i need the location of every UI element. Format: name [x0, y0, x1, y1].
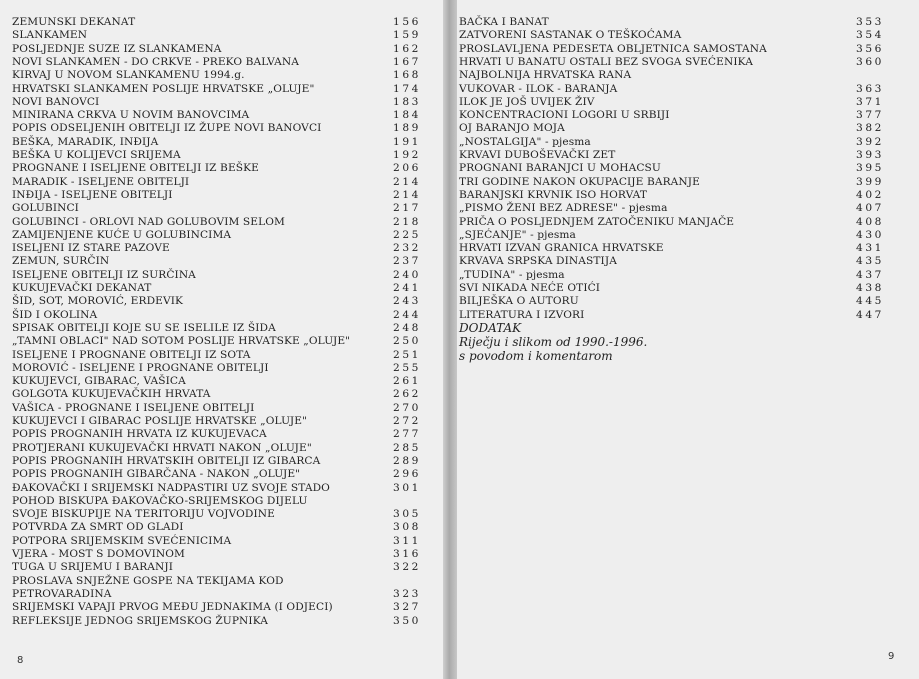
toc-entry-page-number: 445 — [856, 295, 885, 308]
toc-entry-title: BARANJSKI KRVNIK ISO HORVAT — [459, 188, 647, 201]
toc-entry-page-number: 261 — [393, 375, 422, 388]
toc-entry-title: HRVATI IZVAN GRANICA HRVATSKE — [459, 242, 664, 255]
toc-entry-title: ILOK JE JOŠ UVIJEK ŽIV — [459, 95, 595, 108]
toc-entry-title: „PISMO ŽENI BEZ ADRESE" - pjesma — [459, 202, 668, 215]
toc-entry-page-number: 237 — [393, 255, 422, 268]
toc-entry-title: „TUDINA" - pjesma — [459, 268, 565, 281]
toc-entry-title: BILJEŠKA O AUTORU — [459, 295, 579, 308]
toc-entry-title: HRVATSKI SLANKAMEN POSLIJE HRVATSKE „OLUJE" — [12, 82, 315, 95]
toc-entry-page-number: 353 — [856, 16, 885, 28]
toc-entry-title: POTVRDA ZA SMRT OD GLADI — [12, 521, 184, 534]
toc-entry-title: PROGNANI BARANJCI U MOHACSU — [459, 162, 661, 175]
toc-entry-title: ISELJENI IZ STARE PAZOVE — [12, 242, 170, 255]
toc-entry-title: VUKOVAR - ILOK - BARANJA — [459, 82, 618, 95]
toc-entry-page-number: 167 — [393, 55, 422, 68]
toc-entry-title: LITERATURA I IZVORI — [459, 308, 585, 321]
toc-entry-title: GOLUBINCI — [12, 202, 79, 215]
toc-entry-title: KONCENTRACIONI LOGORI U SRBIJI — [459, 109, 670, 122]
toc-entry-title: POHOD BISKUPA ĐAKOVAČKO-SRIJEMSKOG DIJELU — [12, 494, 308, 507]
toc-entry-title: NOVI SLANKAMEN - DO CRKVE - PREKO BALVANA — [12, 55, 300, 68]
toc-entry-title: ISELJENE I PROGNANE OBITELJI IZ SOTA — [12, 348, 251, 361]
toc-entry-page-number: 350 — [393, 614, 422, 627]
toc-entry-page-number: 296 — [393, 468, 422, 481]
toc-entry-page-number: 435 — [856, 255, 885, 268]
toc-entry-page-number: 191 — [393, 135, 422, 148]
toc-entry-page-number: 174 — [393, 82, 422, 95]
left-page-number: 8 — [17, 655, 24, 666]
toc-entry-page-number: 289 — [393, 454, 422, 467]
toc-entry-page-number: 323 — [393, 587, 422, 600]
toc-entry-page-number: 371 — [856, 95, 885, 108]
book-gutter — [443, 0, 457, 679]
toc-entry-page-number: 393 — [856, 149, 885, 161]
toc-entry-page-number: 430 — [856, 228, 885, 241]
toc-entry-title: SPISAK OBITELJI KOJE SU SE ISELILE IZ ŠIDA — [12, 321, 276, 334]
toc-entry-page-number: 244 — [393, 308, 422, 321]
toc-entry-page-number: 431 — [856, 242, 885, 255]
toc-entry-title: BAČKA I BANAT — [459, 16, 549, 28]
toc-entry-page-number: 360 — [856, 55, 885, 68]
toc-entry-page-number: 356 — [856, 42, 885, 55]
toc-entry-title: ĐAKOVAČKI I SRIJEMSKI NADPASTIRI UZ SVOJE STADO — [12, 481, 330, 494]
toc-entry-page-number: 382 — [856, 122, 885, 135]
toc-entry-title: TUGA U SRIJEMU I BARANJI — [12, 561, 174, 574]
toc-entry-title: HRVATI U BANATU OSTALI BEZ SVOGA SVEĆENIKA — [459, 55, 753, 68]
toc-entry-title: SVOJE BISKUPIJE NA TERITORIJU VOJVODINE — [12, 508, 275, 521]
toc-entry-page-number: 250 — [393, 335, 422, 348]
toc-entry-title: MARADIK - ISELJENE OBITELJI — [12, 175, 190, 188]
toc-entry-page-number: 322 — [393, 561, 422, 574]
toc-entry-title: POTPORA SRIJEMSKIM SVEĆENICIMA — [12, 534, 232, 547]
toc-entry-page-number: 162 — [393, 42, 422, 55]
toc-entry-title: SLANKAMEN — [12, 29, 88, 42]
toc-entry-title: POPIS PROGNANIH HRVATA IZ KUKUJEVACA — [12, 428, 267, 441]
appendix-block — [459, 321, 647, 363]
toc-entry-title: ISELJENE OBITELJI IZ SURČINA — [12, 268, 196, 281]
toc-entry-page-number: 241 — [393, 282, 422, 294]
toc-entry-page-number: 277 — [393, 428, 422, 441]
toc-entry-title: ZEMUN, SURČIN — [12, 255, 110, 268]
toc-entry-page-number: 189 — [393, 122, 422, 135]
toc-entry-title: KUKUJEVCI I GIBARAC POSLIJE HRVATSKE „OLUJE" — [12, 415, 308, 427]
toc-entry-title: BEŠKA, MARADIK, INĐIJA — [12, 135, 159, 148]
toc-entry-page-number: 285 — [393, 441, 422, 454]
toc-entry-page-number: 354 — [856, 29, 885, 42]
toc-entry-page-number: 305 — [393, 508, 422, 521]
toc-entry-page-number: 327 — [393, 601, 422, 614]
toc-entry-page-number: 308 — [393, 521, 422, 534]
toc-entry-title: REFLEKSIJE JEDNOG SRIJEMSKOG ŽUPNIKA — [12, 614, 269, 627]
toc-entry-title: INĐIJA - ISELJENE OBITELJI — [12, 188, 173, 201]
toc-entry-page-number: 402 — [856, 188, 885, 201]
toc-entry-title: „TAMNI OBLACI" NAD SOTOM POSLIJE HRVATSKE „OLUJE" — [12, 335, 351, 348]
toc-entry-title: ZATVORENI SASTANAK O TEŠKOĆAMA — [459, 29, 682, 42]
toc-entry-title: PETROVARADINA — [12, 587, 112, 600]
toc-entry-title: GOLUBINCI - ORLOVI NAD GOLUBOVIM SELOM — [12, 215, 285, 228]
toc-entry-title: KUKUJEVCI, GIBARAC, VAŠICA — [12, 375, 186, 388]
toc-entry-page-number: 301 — [393, 481, 422, 494]
toc-entry-title: POPIS PROGNANIH GIBARČANA - NAKON „OLUJE" — [12, 468, 301, 481]
toc-entry-title: KUKUJEVAČKI DEKANAT — [12, 282, 152, 294]
toc-entry-page-number: 232 — [393, 242, 422, 255]
toc-entry-title: PRIČA O POSLJEDNJEM ZATOČENIKU MANJAČE — [459, 215, 735, 228]
toc-entry-page-number: 407 — [856, 202, 885, 215]
toc-entry-page-number: 156 — [393, 16, 422, 28]
toc-entry-page-number: 251 — [393, 348, 422, 361]
toc-entry-title: POPIS PROGNANIH HRVATSKIH OBITELJI IZ GIBARCA — [12, 454, 321, 467]
toc-entry-page-number: 218 — [393, 215, 422, 228]
toc-entry-page-number: 192 — [393, 149, 422, 161]
toc-entry-title: ZAMIJENJENE KUĆE U GOLUBINCIMA — [12, 228, 232, 241]
toc-entry-title: TRI GODINE NAKON OKUPACIJE BARANJE — [459, 175, 700, 188]
toc-entry-page-number: 159 — [393, 29, 422, 42]
toc-entry-title: KRVAVA SRPSKA DINASTIJA — [459, 255, 617, 268]
toc-entry-page-number: 214 — [393, 175, 422, 188]
toc-entry-page-number: 240 — [393, 268, 422, 281]
toc-entry-title: VJERA - MOST S DOMOVINOM — [12, 548, 185, 560]
toc-entry-title: „NOSTALGIJA" - pjesma — [459, 135, 591, 148]
toc-entry-page-number: 316 — [393, 548, 422, 560]
toc-entry-page-number: 206 — [393, 162, 422, 175]
toc-entry-page-number: 408 — [856, 215, 885, 228]
toc-entry-title: SRIJEMSKI VAPAJI PRVOG MEĐU JEDNAKIMA (I ODJECI) — [12, 601, 333, 614]
toc-entry-title: POSLJEDNJE SUZE IZ SLANKAMENA — [12, 42, 222, 55]
toc-entry-title: PROSLAVLJENA PEDESETA OBLJETNICA SAMOSTANA — [459, 42, 767, 55]
toc-entry-title: ŠID I OKOLINA — [12, 308, 98, 321]
toc-entry-page-number: 392 — [856, 135, 885, 148]
toc-entry-title: PROTJERANI KUKUJEVAČKI HRVATI NAKON „OLUJE" — [12, 441, 312, 454]
toc-entry-page-number: 399 — [856, 175, 885, 188]
toc-entry-title: NAJBOLNIJA HRVATSKA RANA — [459, 69, 632, 82]
toc-entry-title: KRVAVI DUBOŠEVAČKI ZET — [459, 149, 616, 161]
toc-entry-page-number: 270 — [393, 401, 422, 414]
toc-entry-title: VAŠICA - PROGNANE I ISELJENE OBITELJI — [12, 401, 255, 414]
toc-entry-page-number: 255 — [393, 361, 422, 374]
toc-entry-page-number: 377 — [856, 109, 885, 122]
toc-entry-page-number: 225 — [393, 228, 422, 241]
toc-entry-page-number: 243 — [393, 295, 422, 308]
toc-entry-page-number: 438 — [856, 282, 885, 294]
appendix-heading: DODATAK — [459, 321, 522, 335]
toc-entry-page-number: 395 — [856, 162, 885, 175]
toc-entry-title: OJ BARANJO MOJA — [459, 122, 565, 135]
toc-entry-title: PROSLAVA SNJEŽNE GOSPE NA TEKIJAMA KOD — [12, 574, 284, 587]
toc-entry-page-number: 184 — [393, 109, 422, 122]
toc-entry-page-number: 168 — [393, 69, 422, 82]
toc-entry-title: MINIRANA CRKVA U NOVIM BANOVCIMA — [12, 109, 250, 122]
toc-entry-page-number: 311 — [393, 534, 422, 547]
appendix-subtitle-line1: Riječju i slikom od 1990.-1996. — [459, 335, 648, 349]
toc-entry-page-number: 183 — [393, 95, 422, 108]
toc-entry-page-number: 363 — [856, 82, 885, 95]
toc-entry-page-number: 248 — [393, 321, 422, 334]
toc-entry-page-number: 447 — [856, 308, 885, 321]
toc-entry-title: SVI NIKADA NEĆE OTIĆI — [459, 282, 601, 294]
toc-entry-page-number: 217 — [393, 202, 422, 215]
toc-entry-title: NOVI BANOVCI — [12, 95, 100, 108]
toc-entry-page-number: 272 — [393, 415, 422, 427]
toc-entry-title: BEŠKA U KOLIJEVCI SRIJEMA — [12, 149, 181, 161]
toc-entry-page-number: 262 — [393, 388, 422, 401]
toc-entry-title: GOLGOTA KUKUJEVAČKIH HRVATA — [12, 388, 211, 401]
toc-entry-title: „SJEĆANJE" - pjesma — [459, 228, 576, 241]
toc-entry-title: PROGNANE I ISELJENE OBITELJI IZ BEŠKE — [12, 162, 259, 175]
toc-entry-title: KIRVAJ U NOVOM SLANKAMENU 1994.g. — [12, 69, 245, 82]
appendix-subtitle-line2: s povodom i komentarom — [459, 349, 613, 363]
toc-entry-page-number: 214 — [393, 188, 422, 201]
toc-entry-title: ŠID, SOT, MOROVIĆ, ERDEVIK — [12, 295, 184, 308]
toc-entry-page-number: 437 — [856, 268, 885, 281]
right-page-number: 9 — [888, 651, 895, 662]
toc-entry-title: MOROVIĆ - ISELJENE I PROGNANE OBITELJI — [12, 361, 269, 374]
toc-entry-title: ZEMUNSKI DEKANAT — [12, 16, 136, 28]
toc-entry-title: POPIS ODSELJENIH OBITELJI IZ ŽUPE NOVI BANOVCI — [12, 122, 322, 135]
